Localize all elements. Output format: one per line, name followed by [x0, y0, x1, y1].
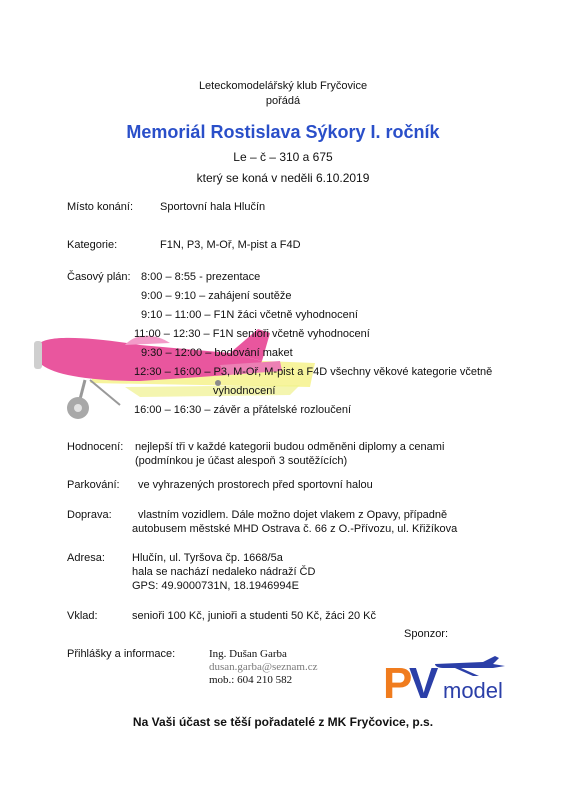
transport-label: Doprava: [67, 509, 112, 521]
address-label: Adresa: [67, 552, 105, 564]
pvmodel-logo [383, 654, 508, 702]
categories-value: F1N, P3, M-Oř, M-pist a F4D [160, 239, 301, 251]
address-line1: Hlučín, ul. Tyršova čp. 1668/5a [132, 552, 283, 564]
contact-name: Ing. Dušan Garba [209, 648, 287, 660]
schedule-item: 11:00 – 12:30 – F1N senioři včetně vyhodnocení [134, 328, 370, 340]
contact-email[interactable]: dusan.garba@seznam.cz [209, 661, 318, 673]
schedule-item: vyhodnocení [213, 385, 276, 397]
address-gps: GPS: 49.9000731N, 18.1946994E [132, 580, 299, 592]
parking-label: Parkování: [67, 479, 120, 491]
fee-value: senioři 100 Kč, junioři a studenti 50 Kč, žáci 20 Kč [132, 610, 376, 622]
fee-label: Vklad: [67, 610, 98, 622]
evaluation-label: Hodnocení: [67, 441, 124, 453]
footer-message: Na Vaši účast se těší pořadatelé z MK Fryčovice, p.s. [132, 715, 434, 729]
logo-letter-v: V [409, 659, 439, 702]
schedule-item: 9:00 – 9:10 – zahájení soutěže [141, 290, 292, 302]
transport-line2: autobusem městské MHD Ostrava č. 66 z O.-Přívozu, ul. Křižíkova [132, 523, 458, 535]
sponsor-label: Sponzor: [404, 628, 449, 640]
categories-label: Kategorie: [67, 239, 118, 251]
venue-value: Sportovní hala Hlučín [160, 201, 266, 213]
schedule-label: Časový plán: [67, 271, 131, 283]
club-name: Leteckomodelářský klub Fryčovice [198, 80, 368, 92]
address-line2: hala se nachází nedaleko nádraží ČD [132, 566, 316, 578]
contact-phone: mob.: 604 210 582 [209, 674, 293, 686]
registration-label: Přihlášky a informace: [67, 648, 176, 660]
parking-value: ve vyhrazených prostorech před sportovní halou [138, 479, 373, 491]
schedule-item: 9:30 – 12:00 – bodování maket [141, 347, 293, 359]
transport-line1: vlastním vozidlem. Dále možno dojet vlakem z Opavy, případně [138, 509, 448, 521]
event-title: Memoriál Rostislava Sýkory I. ročník [126, 122, 440, 142]
venue-label: Místo konání: [67, 201, 134, 213]
presents-label: pořádá [265, 95, 301, 107]
schedule-item: 12:30 – 16:00 – P3, M-Oř, M-pist a F4D všechny věkové kategorie včetně [134, 366, 493, 378]
logo-letter-p: P [383, 659, 413, 702]
category-line: Le – č – 310 a 675 [233, 150, 333, 164]
date-line: který se koná v neděli 6.10.2019 [196, 171, 370, 185]
schedule-item: 16:00 – 16:30 – závěr a přátelské rozloučení [134, 404, 352, 416]
schedule-item: 9:10 – 11:00 – F1N žáci včetně vyhodnocení [141, 309, 358, 321]
evaluation-line1: nejlepší tři v každé kategorii budou odměněni diplomy a cenami [135, 441, 445, 453]
logo-text-model: model [443, 678, 503, 702]
schedule-item: 8:00 – 8:55 - prezentace [141, 271, 261, 283]
evaluation-line2: (podmínkou je účast alespoň 3 soutěžících) [135, 455, 348, 467]
